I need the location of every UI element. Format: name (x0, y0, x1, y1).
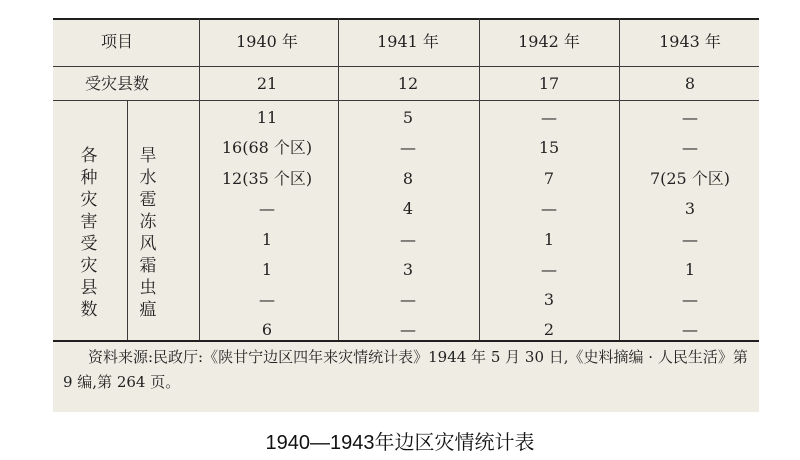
source-note: 资料来源:民政厅:《陕甘宁边区四年来灾情统计表》1944 年 5 月 30 日,《史料摘编 · 人民生活》第 9 编,第 264 页。 (63, 348, 748, 391)
disaster-value-cell: 2 (543, 320, 555, 339)
disaster-value-cell: — (400, 138, 416, 157)
disaster-value-cell: 3 (402, 260, 414, 279)
header-year: 1940 年 (236, 32, 298, 51)
disaster-value-cell: — (541, 108, 557, 127)
disaster-value-cell: — (541, 260, 557, 279)
disaster-value-cell: 3 (684, 199, 696, 218)
disaster-value-cell: 8 (402, 169, 414, 188)
disaster-value-cell: 5 (402, 108, 414, 127)
disaster-value-cell: — (259, 199, 275, 218)
disaster-value-cell: — (400, 230, 416, 249)
disaster-value-cell: 1 (261, 230, 273, 249)
disaster-value-cell: 1 (261, 260, 273, 279)
table-caption: 1940—1943年边区灾情统计表 (265, 432, 535, 454)
disaster-value-cell: — (400, 320, 416, 339)
disaster-value-cell: 6 (261, 320, 273, 339)
horizontal-rule-3 (53, 340, 759, 342)
disaster-name: 水 (139, 168, 157, 188)
disaster-value-cell: — (541, 199, 557, 218)
disaster-value-cell: 12(35 个区) (221, 169, 313, 188)
disaster-value-cell: — (682, 290, 698, 309)
disaster-name: 霜 (139, 256, 157, 276)
horizontal-rule-0 (53, 18, 759, 20)
disaster-value-cell: 7 (543, 169, 555, 188)
disaster-group-label: 各种灾害受灾县数 (80, 146, 98, 320)
disaster-value-cell: — (400, 290, 416, 309)
county-count-value: 8 (684, 74, 696, 93)
horizontal-rule-1 (53, 66, 759, 67)
vertical-rule-3 (619, 18, 620, 340)
county-count-value: 17 (538, 74, 560, 93)
disaster-name: 虫 (139, 278, 157, 298)
disaster-type-names (138, 145, 158, 321)
disaster-value-cell: — (682, 108, 698, 127)
disaster-value-cell: — (682, 138, 698, 157)
vertical-rule-1 (338, 18, 339, 340)
county-count-value: 12 (397, 74, 419, 93)
disaster-value-cell: — (682, 230, 698, 249)
disaster-name: 瘟 (139, 300, 157, 320)
disaster-name: 冻 (139, 212, 157, 232)
horizontal-rule-2 (53, 100, 759, 101)
disaster-value-cell: 3 (543, 290, 555, 309)
county-row-label: 受灾县数 (84, 74, 150, 93)
header-item-label: 项目 (100, 32, 134, 51)
scanned-table-page (53, 18, 759, 412)
disaster-value-cell: 16(68 个区) (221, 138, 313, 157)
header-year: 1941 年 (377, 32, 439, 51)
disaster-value-cell: — (682, 320, 698, 339)
disaster-name: 旱 (139, 146, 157, 166)
vertical-rule-4 (127, 100, 128, 340)
disaster-name: 雹 (139, 190, 157, 210)
vertical-rule-0 (199, 18, 200, 340)
county-count-value: 21 (256, 74, 278, 93)
disaster-value-cell: 15 (538, 138, 560, 157)
disaster-value-cell: 1 (543, 230, 555, 249)
header-year: 1943 年 (659, 32, 721, 51)
disaster-value-cell: 11 (256, 108, 278, 127)
disaster-value-cell: — (259, 290, 275, 309)
disaster-value-cell: 7(25 个区) (649, 169, 731, 188)
disaster-name: 风 (139, 234, 157, 254)
disaster-value-cell: 1 (684, 260, 696, 279)
disaster-value-cell: 4 (402, 199, 414, 218)
header-year: 1942 年 (518, 32, 580, 51)
vertical-rule-2 (479, 18, 480, 340)
